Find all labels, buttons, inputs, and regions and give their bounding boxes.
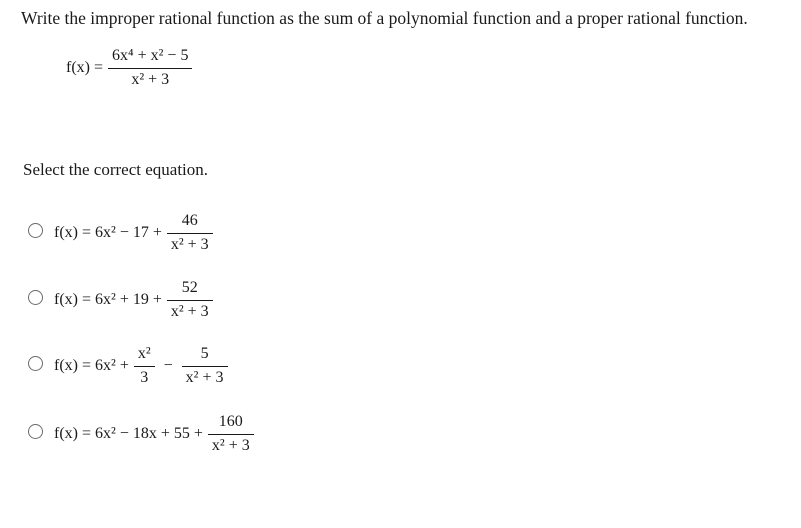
radio-button[interactable] — [28, 223, 43, 238]
option-lhs: f(x) = — [54, 224, 92, 242]
option-numerator: x² — [137, 345, 151, 362]
option-fraction — [134, 346, 155, 387]
option-operator: − — [163, 357, 173, 375]
option-fraction — [167, 213, 213, 254]
option-expression: 6x² + 19 + — [95, 291, 162, 309]
function-denominator: x² + 3 — [131, 70, 170, 88]
option-lhs: f(x) = — [54, 357, 92, 375]
radio-button[interactable] — [28, 424, 43, 439]
option-numerator: 160 — [218, 413, 243, 430]
function-lhs: f(x) = — [66, 59, 104, 77]
option-expression: 6x² − 18x + 55 + — [95, 425, 203, 443]
answer-option-c[interactable] — [28, 346, 231, 387]
instruction-text: Select the correct equation. — [23, 160, 209, 179]
given-function — [64, 48, 195, 89]
option-numerator-2: 5 — [200, 345, 209, 362]
question-prompt: Write the improper rational function as the sum of a polynomial function and a proper rational function. — [21, 8, 748, 28]
option-lhs: f(x) = — [54, 291, 92, 309]
option-expression: 6x² − 17 + — [95, 224, 162, 242]
function-fraction — [108, 48, 192, 89]
answer-option-d[interactable] — [28, 414, 257, 455]
option-expression: 6x² + — [95, 357, 129, 375]
radio-button[interactable] — [28, 356, 43, 371]
radio-button[interactable] — [28, 290, 43, 305]
option-denominator-2: x² + 3 — [185, 368, 224, 386]
option-fraction-2 — [182, 346, 228, 387]
option-lhs: f(x) = — [54, 425, 92, 443]
answer-option-b[interactable] — [28, 280, 216, 321]
option-denominator: x² + 3 — [211, 436, 250, 454]
option-denominator: x² + 3 — [170, 235, 209, 253]
answer-option-a[interactable] — [28, 213, 216, 254]
option-numerator: 52 — [181, 279, 198, 296]
option-denominator: 3 — [140, 368, 149, 386]
function-numerator: 6x⁴ + x² − 5 — [112, 47, 189, 64]
option-fraction — [208, 414, 254, 455]
option-numerator: 46 — [181, 212, 198, 229]
option-denominator: x² + 3 — [170, 302, 209, 320]
option-fraction — [167, 280, 213, 321]
